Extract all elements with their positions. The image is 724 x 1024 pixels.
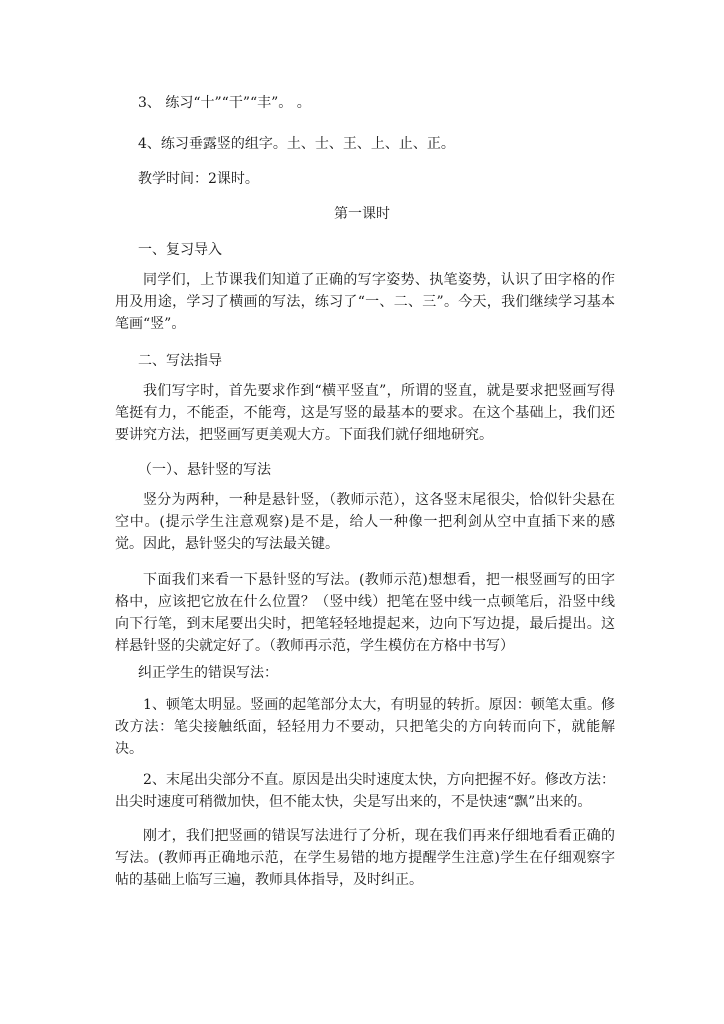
subsection-1-p1 [115, 489, 615, 555]
paragraph: 同学们，上节课我们知道了正确的写字姿势、执笔姿势，认识了田字格的作用及用途，学习了横画的写法，练习了“一、二、三”。今天，我们继续学习基本笔画“竖”。 [115, 272, 615, 332]
subsection-1-p2 [115, 569, 615, 657]
corrections-summary [115, 825, 615, 891]
paragraph: 竖分为两种，一种是悬针竖，（教师示范），这各竖末尾很尖，恰似针尖悬在空中。(提示学生注意观察)是不是，给人一种像一把利剑从空中直插下来的感觉。因此，悬针竖尖的写法最关键。 [115, 492, 615, 552]
section-1-heading: 一、复习导入 [138, 242, 222, 258]
item-4: 4、练习垂露竖的组字。土、士、王、上、止、正。 [138, 136, 455, 152]
corrections-heading: 纠正学生的错误写法： [138, 665, 278, 681]
item-3: 3、 练习“十”“干”“丰”。 。 [138, 95, 311, 111]
correction-2 [115, 769, 615, 813]
paragraph: 下面我们来看一下悬针竖的写法。(教师示范)想想看，把一根竖画写的田字格中，应该把它放在什么位置？（竖中线）把笔在竖中线一点顿笔后，沿竖中线向下行笔，到末尾要出尖时，把笔轻轻地提起来，边向下写边提，最后提出。这样悬针竖的尖就定好了。（教师再示范，学生模仿在方格中书写） [115, 572, 615, 654]
correction-1 [115, 694, 615, 760]
subsection-1-heading: （一）、悬针竖的写法 [138, 462, 271, 478]
section-2-heading: 二、写法指导 [138, 353, 222, 369]
paragraph: 1、顿笔太明显。竖画的起笔部分太大，有明显的转折。原因：顿笔太重。修改方法：笔尖接触纸面，轻轻用力不要动，只把笔尖的方向转而向下，就能解决。 [115, 697, 615, 757]
lesson-title: 第一课时 [334, 206, 390, 222]
paragraph: 2、末尾出尖部分不直。原因是出尖时速度太快，方向把握不好。修改方法：出尖时速度可稍微加快，但不能太快，尖是写出来的，不是快速“飘”出来的。 [115, 772, 615, 810]
section-1-text [115, 269, 615, 335]
section-2-text [115, 380, 615, 446]
teaching-time: 教学时间：2课时。 [138, 171, 259, 187]
paragraph: 我们写字时，首先要求作到“横平竖直”，所谓的竖直，就是要求把竖画写得笔挺有力，不能歪，不能弯，这是写竖的最基本的要求。在这个基础上，我们还要讲究方法，把竖画写更美观大方。下面我们就仔细地研究。 [115, 383, 615, 443]
paragraph: 刚才，我们把竖画的错误写法进行了分析，现在我们再来仔细地看看正确的写法。(教师再正确地示范，在学生易错的地方提醒学生注意)学生在仔细观察字帖的基础上临写三遍，教师具体指导，及时纠正。 [115, 828, 615, 888]
